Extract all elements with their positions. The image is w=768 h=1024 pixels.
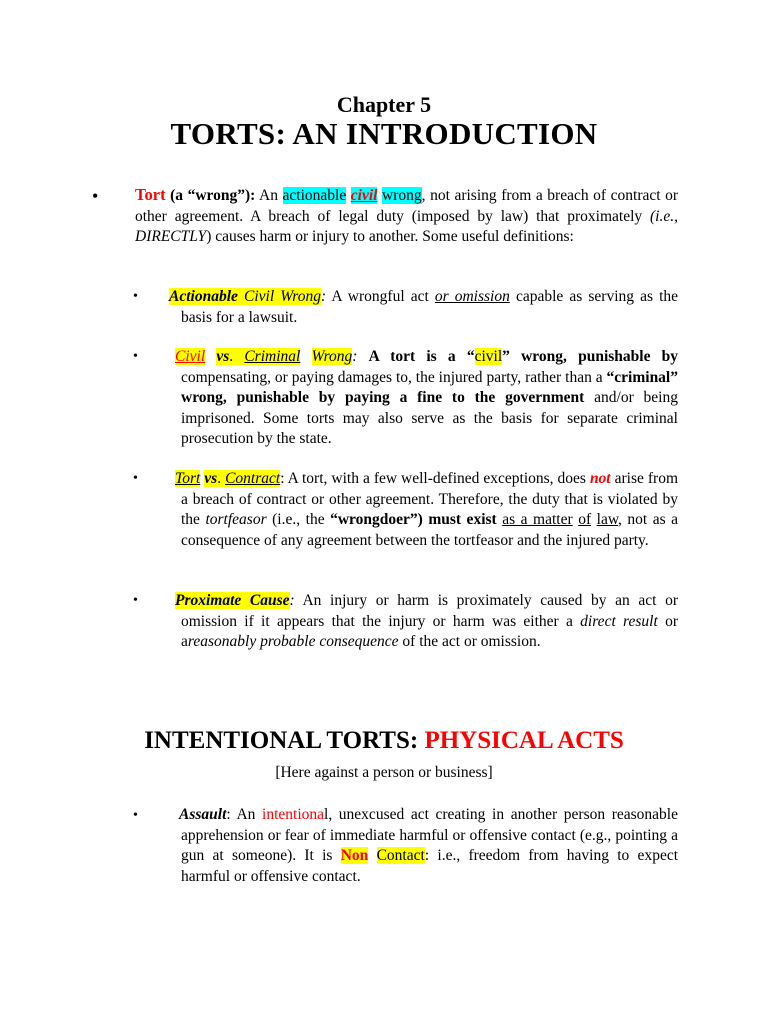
def3-tort: Tort [175, 470, 201, 487]
def1-bullet: • [133, 289, 138, 304]
actionable-highlight: actionable [282, 187, 347, 204]
def-proximate-cause: Proximate Cause: An injury or harm is proximately caused by an act or omission if it appears that the injury or harm was either a direct result or areasonably probable consequence of the act or omission. [175, 592, 678, 650]
page-title: TORTS: AN INTRODUCTION [170, 116, 598, 151]
section-subtitle: [Here against a person or business] [275, 764, 493, 781]
def-tort-vs-contract: Tort vs. Contract: A tort, with a few well-defined exceptions, does not arise from a breach of contract or other agreement. Therefore, the duty that is violated by the tortfeasor (i.e., the “wrongdoer”) must exist as a matter of law, not as a consequence of any agreement between the tortfeasor and the injured party. [175, 470, 679, 549]
def3-bullet: • [133, 471, 138, 486]
not-emphasis: not [589, 470, 611, 487]
def-actionable-civil-wrong: Actionable Civil Wrong: A wrongful act or omission capable as serving as the basis for a lawsuit. [169, 288, 679, 326]
assault-bullet: • [133, 808, 138, 823]
section-title: INTENTIONAL TORTS: PHYSICAL ACTS [144, 727, 624, 754]
def2-civil: Civil [175, 348, 206, 365]
def-assault: Assault: An intentional, unexcused act creating in another person reasonable apprehension or fear of immediate harmful or offensive contact (e.g., pointing a gun at someone). It is Non Contact: i.e., freedom from having to expect harmful or offensive contact. [181, 805, 678, 887]
civil-highlight: civil [350, 187, 378, 204]
def2-bullet: • [133, 349, 138, 364]
def4-term: Proximate Cause [175, 592, 290, 609]
tort-term: Tort [135, 185, 166, 204]
assault-term: Assault [179, 806, 227, 823]
chapter-label: Chapter 5 [336, 92, 432, 117]
def4-bullet: • [133, 593, 138, 608]
non-highlight: Non [340, 847, 369, 864]
tort-bullet: • [92, 186, 99, 206]
tort-definition: Tort (a “wrong”): An actionable civil wrong, not arising from a breach of contract or other agreement. A breach of legal duty (imposed by law) that proximately (i.e., DIRECTLY) causes harm or injury to another. Some useful definitions: [135, 185, 679, 245]
def-civil-vs-criminal: Civil vs. Criminal Wrong: A tort is a “civil” wrong, punishable by compensating, or paying damages to, the injured party, rather than a “criminal” wrong, punishable by paying a fine to the government and/or being imprisoned. Some torts may also serve as the basis for separate criminal prosecution by the state. [175, 348, 679, 447]
def1-term: Actionable [169, 288, 238, 305]
tort-paren: (a “wrong”): [170, 187, 256, 204]
wrong-highlight: wrong [382, 187, 422, 204]
